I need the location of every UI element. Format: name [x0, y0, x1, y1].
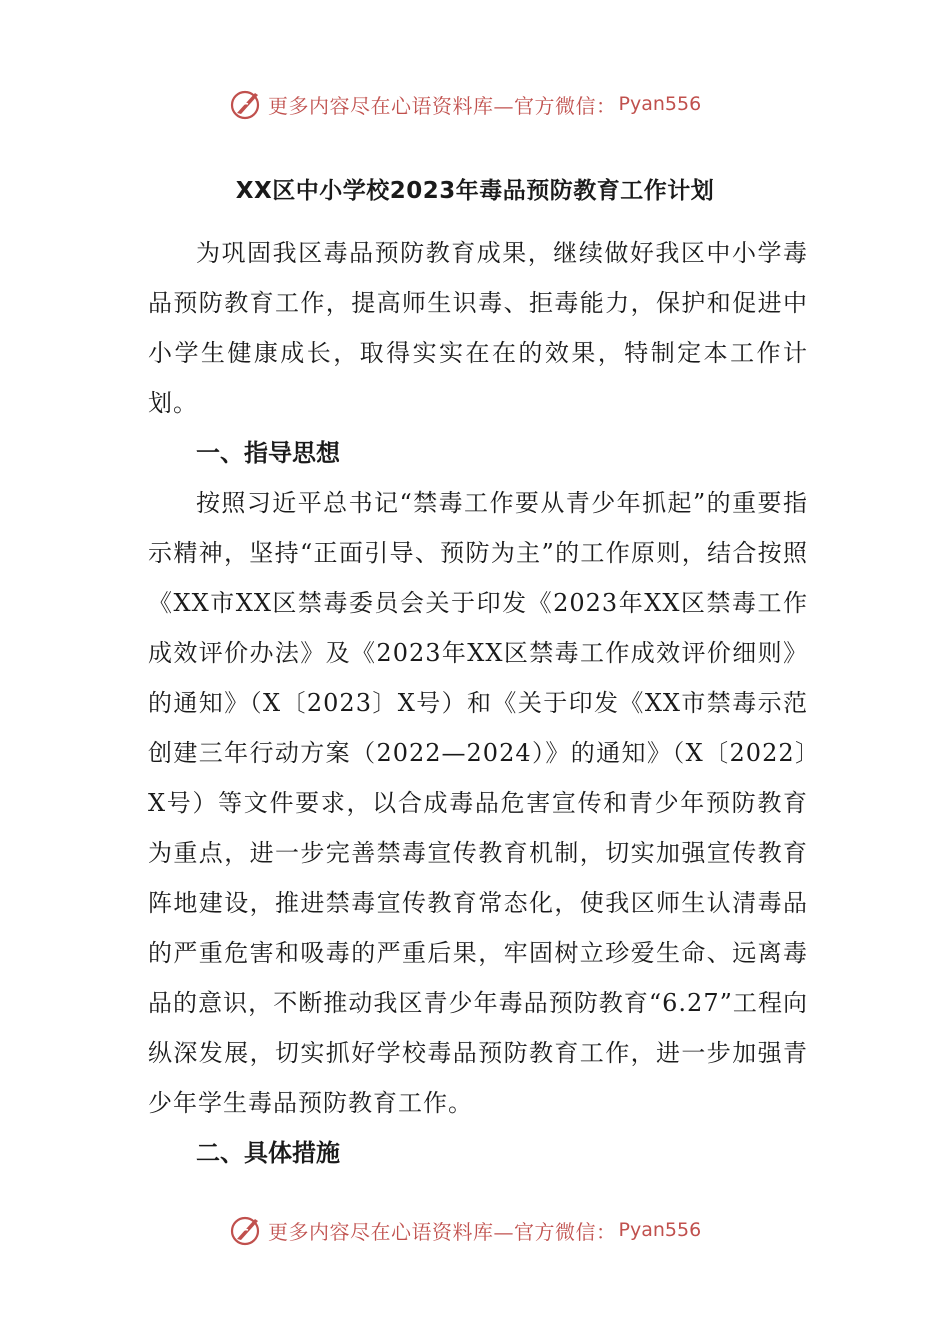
- watermark-text: 更多内容尽在心语资料库—官方微信：: [268, 1219, 617, 1244]
- section-heading-specific-measures: 二、具体措施: [196, 1139, 340, 1167]
- watermark-footer: [228, 1210, 701, 1250]
- intro-paragraph: 为巩固我区毒品预防教育成果，继续做好我区中小学毒品预防教育工作，提高师生识毒、拒毒能力，保护和促进中小学生健康成长，取得实实在在的效果，特制定本工作计划。: [148, 239, 808, 417]
- quill-logo-icon: [228, 86, 264, 122]
- guiding-ideology-paragraph: 按照习近平总书记“禁毒工作要从青少年抓起”的重要指示精神，坚持“正面引导、预防为主”的工作原则，结合按照《XX市XX区禁毒委员会关于印发《2023年XX区禁毒工作成效评价办法》及《2023年XX区禁毒工作成效评价细则》的通知》（X〔2023〕X号）和《关于印发《XX市禁毒示范创建三年行动方案（2022—2024）》的通知》（X〔2022〕X号）等文件要求，以合成毒品危害宣传和青少年预防教育为重点，进一步完善禁毒宣传教育机制，切实加强宣传教育阵地建设，推进禁毒宣传教育常态化，使我区师生认清毒品的严重危害和吸毒的严重后果，牢固树立珍爱生命、远离毒品的意识，不断推动我区青少年毒品预防教育“6.27”工程向纵深发展，切实抓好学校毒品预防教育工作，进一步加强青少年学生毒品预防教育工作。: [148, 489, 808, 1117]
- document-title: XX区中小学校2023年毒品预防教育工作计划: [235, 178, 715, 204]
- watermark-text: 更多内容尽在心语资料库—官方微信：: [268, 93, 617, 118]
- watermark-header: [228, 84, 701, 124]
- document-body: [148, 228, 808, 1178]
- quill-logo-icon: [228, 1212, 264, 1248]
- watermark-wechat-id: Pyan556: [618, 93, 702, 115]
- section-heading-guiding-ideology: 一、指导思想: [196, 439, 340, 467]
- watermark-wechat-id: Pyan556: [618, 1219, 702, 1241]
